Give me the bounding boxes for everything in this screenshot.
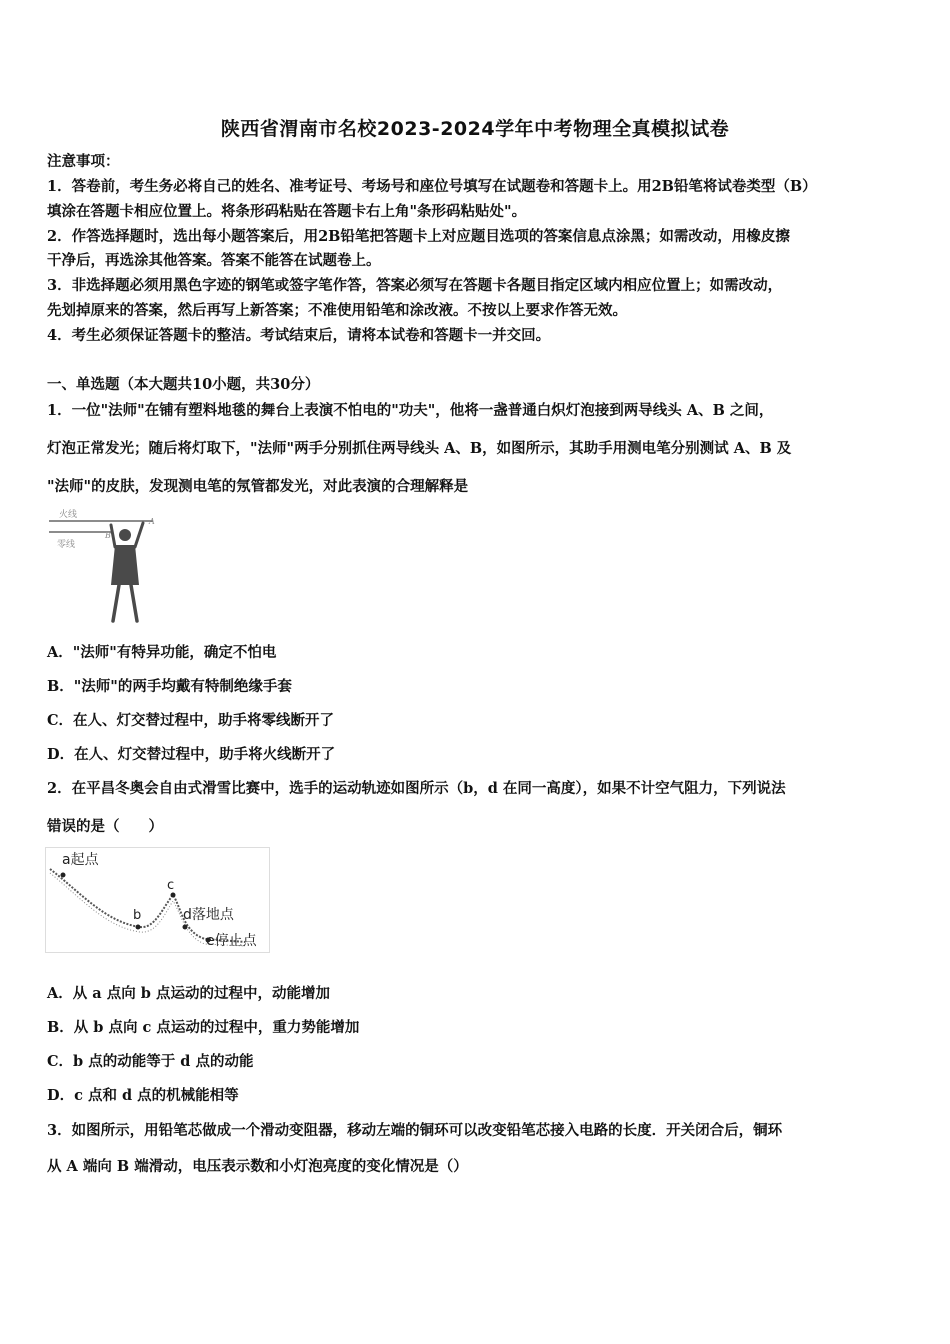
point-b: [136, 925, 141, 930]
q1-option-a: A．"法师"有特异功能，确定不怕电: [47, 644, 277, 661]
point-d: [183, 925, 188, 930]
page-title: 陕西省渭南市名校2023-2024学年中考物理全真模拟试卷: [220, 118, 730, 140]
q1-text: 1．一位"法师"在铺有塑料地毯的舞台上表演不怕电的"功夫"，他将一盏普通白炽灯泡接到两导线头 A、B 之间，: [47, 402, 774, 419]
label-a: A: [149, 517, 155, 526]
q1-option-c: C．在人、灯交替过程中，助手将零线断开了: [47, 712, 335, 729]
q1-text: 灯泡正常发光；随后将灯取下，"法师"两手分别抓住两导线头 A、B，如图所示，其助手用测电笔分别测试 A、B 及: [47, 440, 792, 457]
notice-heading: 注意事项：: [47, 153, 120, 170]
q2-text: 2．在平昌冬奥会自由式滑雪比赛中，选手的运动轨迹如图所示（b，d 在同一高度），如果不计空气阻力，下列说法: [47, 780, 786, 797]
label-e-stop: e停止点: [206, 933, 257, 949]
point-a: [61, 873, 66, 878]
notice-line: 4．考生必须保证答题卡的整洁。考试结束后，请将本试卷和答题卡一并交回。: [47, 327, 551, 344]
q2-option-a: A．从 a 点向 b 点运动的过程中，动能增加: [47, 985, 330, 1002]
q1-figure-person-wires: [47, 505, 162, 627]
notice-line: 3．非选择题必须用黑色字迹的钢笔或签字笔作答，答案必须写在答题卡各题目指定区域内相应位置上；如需改动，: [47, 277, 783, 294]
ski-path: [50, 869, 245, 942]
point-c: [171, 893, 176, 898]
person-silhouette: [111, 523, 143, 621]
label-c: c: [167, 878, 175, 893]
q2-option-b: B．从 b 点向 c 点运动的过程中，重力势能增加: [47, 1019, 360, 1036]
q3-text: 3．如图所示，用铅笔芯做成一个滑动变阻器，移动左端的铜环可以改变铅笔芯接入电路的长度．开关闭合后，铜环: [47, 1122, 783, 1139]
notice-line: 干净后，再选涂其他答案。答案不能答在试题卷上。: [47, 252, 381, 269]
q3-text: 从 A 端向 B 端滑动，电压表示数和小灯泡亮度的变化情况是（）: [47, 1158, 468, 1175]
label-b: b: [133, 908, 142, 923]
q2-figure-ski-track: [45, 847, 270, 953]
notice-line: 1．答卷前，考生务必将自己的姓名、准考证号、考场号和座位号填写在试题卷和答题卡上。用2B铅笔将试卷类型（B）: [47, 178, 817, 195]
q2-text: 错误的是（ ）: [47, 818, 163, 835]
q2-option-d: D．c 点和 d 点的机械能相等: [47, 1087, 239, 1104]
label-b: B: [105, 531, 111, 540]
label-a-start: a起点: [62, 852, 99, 868]
q2-option-c: C．b 点的动能等于 d 点的动能: [47, 1053, 254, 1070]
q1-option-d: D．在人、灯交替过程中，助手将火线断开了: [47, 746, 336, 763]
notice-line: 先划掉原来的答案，然后再写上新答案；不准使用铅笔和涂改液。不按以上要求作答无效。: [47, 302, 627, 319]
label-d-landing: d落地点: [183, 907, 234, 923]
q1-text: "法师"的皮肤，发现测电笔的氖管都发光，对此表演的合理解释是: [47, 478, 469, 495]
section-heading: 一、单选题（本大题共10小题，共30分）: [47, 376, 320, 393]
fire-wire-label: 火线: [59, 510, 78, 520]
q1-option-b: B．"法师"的两手均戴有特制绝缘手套: [47, 678, 292, 695]
notice-line: 填涂在答题卡相应位置上。将条形码粘贴在答题卡右上角"条形码粘贴处"。: [47, 203, 527, 220]
notice-line: 2．作答选择题时，选出每小题答案后，用2B铅笔把答题卡上对应题目选项的答案信息点涂黑；如需改动，用橡皮擦: [47, 228, 790, 245]
zero-wire-label: 零线: [57, 540, 76, 550]
